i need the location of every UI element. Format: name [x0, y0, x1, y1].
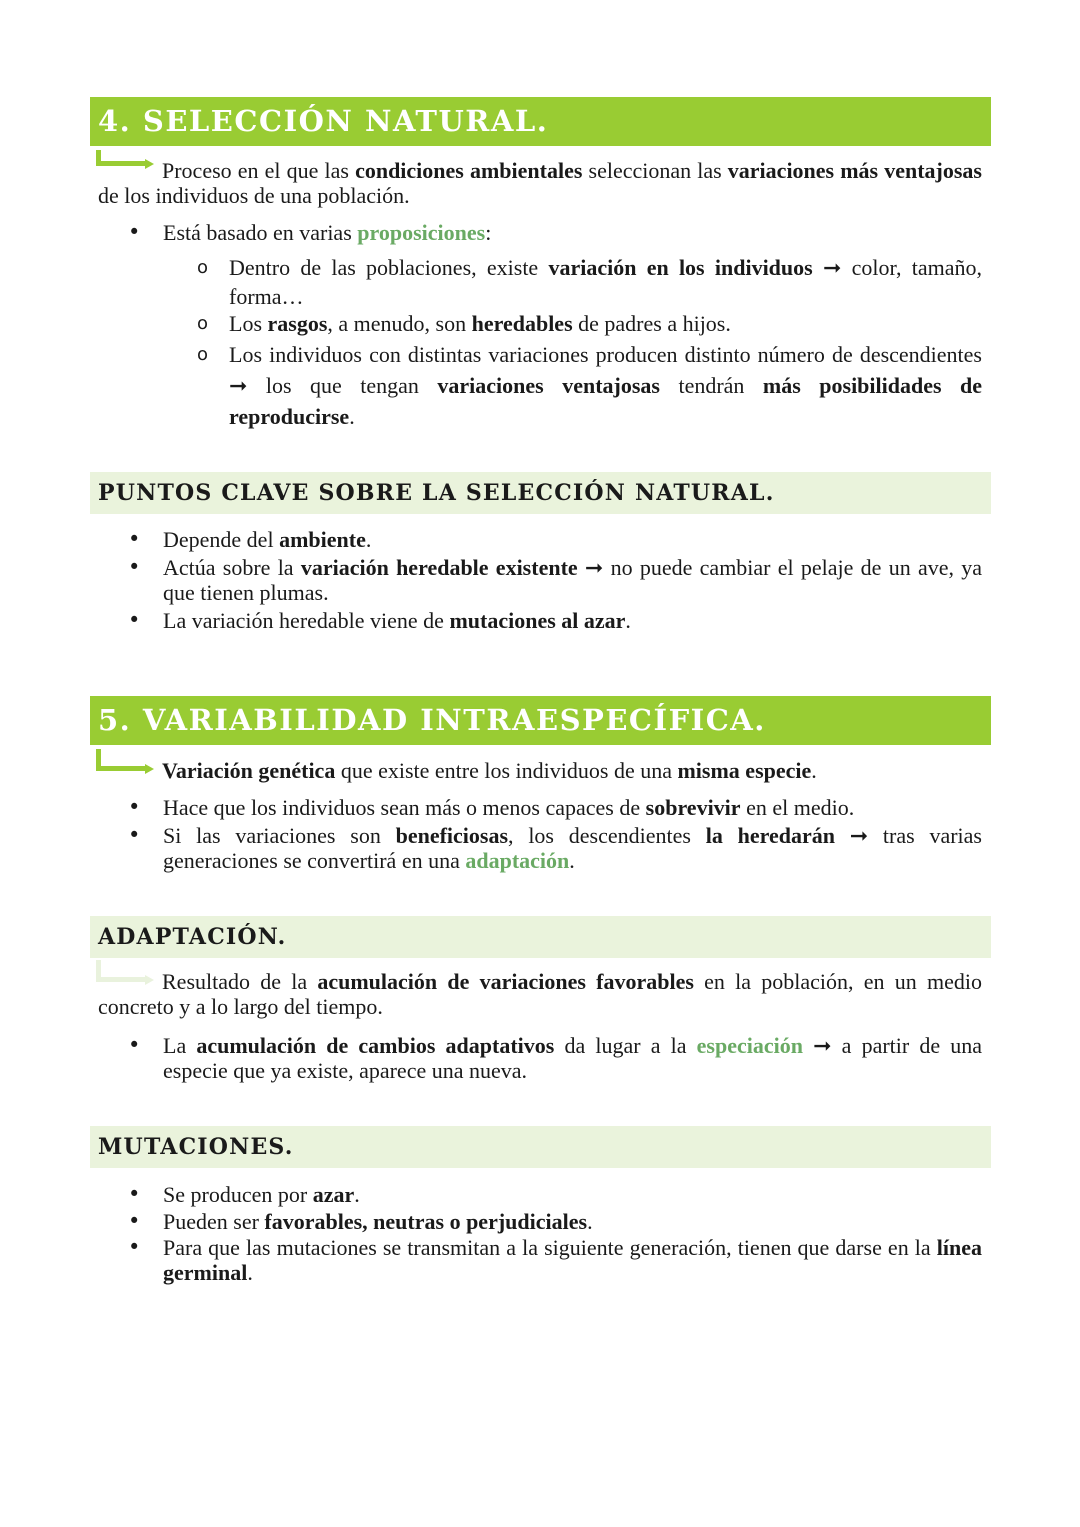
mu-bullet-2: • Pueden ser favorables, neutras o perjudiciales.	[163, 1209, 982, 1234]
adaptacion-title: ADAPTACIÓN.	[90, 916, 991, 958]
ad-bullet-1: • La acumulación de cambios adaptativos da lugar a la especiación ➞ a partir de una especie que ya existe, aparece una nueva.	[163, 1033, 982, 1083]
mu-bullet-1: • Se producen por azar.	[163, 1182, 982, 1207]
ad-intro: Resultado de la acumulación de variaciones favorables en la población, en un medio concreto y a lo largo del tiempo.	[98, 969, 982, 1019]
pk-bullet-1: • Depende del ambiente.	[163, 527, 982, 552]
section-5-title: 5. VARIABILIDAD INTRAESPECÍFICA.	[90, 696, 991, 745]
section-4-title: 4. SELECCIÓN NATURAL.	[90, 97, 991, 146]
puntos-clave-title: PUNTOS CLAVE SOBRE LA SELECCIÓN NATURAL.	[90, 472, 991, 514]
s4-intro: Proceso en el que las condiciones ambientales seleccionan las variaciones más ventajosas de los individuos de una población.	[98, 158, 982, 208]
s5-intro: Variación genética que existe entre los individuos de una misma especie.	[162, 758, 817, 783]
s4-bullet-1: • Está basado en varias proposiciones:	[163, 220, 982, 245]
mutaciones-title: MUTACIONES.	[90, 1126, 991, 1168]
s5-bullet-1: • Hace que los individuos sean más o menos capaces de sobrevivir en el medio.	[163, 795, 982, 820]
mu-bullet-3: • Para que las mutaciones se transmitan a la siguiente generación, tienen que darse en la línea germinal.	[163, 1235, 982, 1285]
pk-bullet-3: • La variación heredable viene de mutaciones al azar.	[163, 608, 982, 633]
s4-sub-1: o Dentro de las poblaciones, existe variación en los individuos ➞ color, tamaño, forma…	[229, 253, 982, 311]
s4-sub-2: o Los rasgos, a menudo, son heredables de padres a hijos.	[229, 311, 982, 336]
pk-bullet-2: • Actúa sobre la variación heredable existente ➞ no puede cambiar el pelaje de un ave, ya que tienen plumas.	[163, 555, 982, 605]
s4-sub-3: o Los individuos con distintas variaciones producen distinto número de descendientes ➞ los que tengan variaciones ventajosas tendrán más posibilidades de reproducirse.	[229, 339, 982, 432]
s5-bullet-2: • Si las variaciones son beneficiosas, los descendientes la heredarán ➞ tras varias generaciones se convertirá en una adaptación.	[163, 823, 982, 873]
